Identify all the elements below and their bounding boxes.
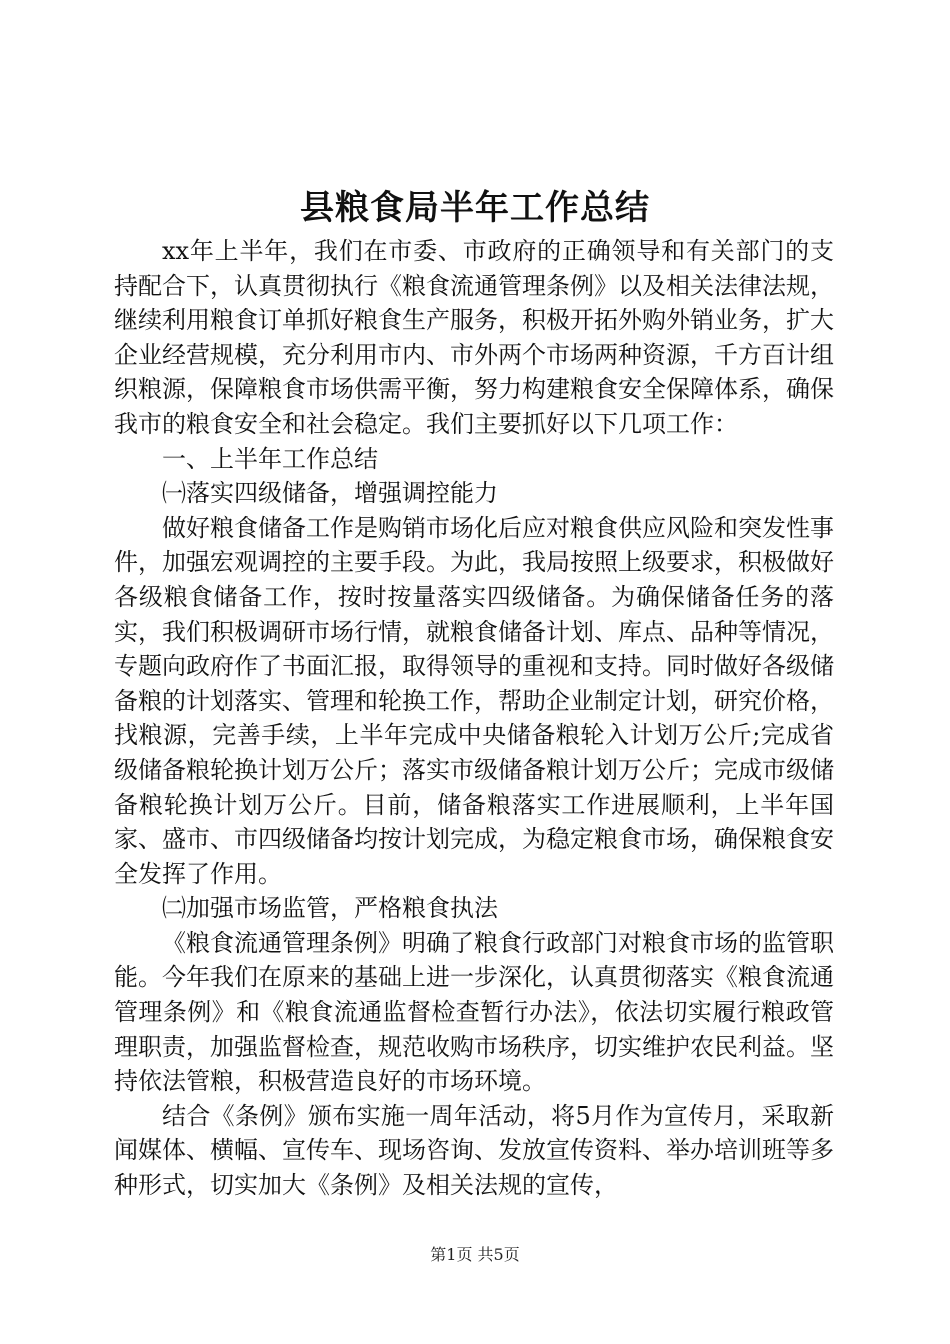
supervision-paragraph: 《粮食流通管理条例》明确了粮食行政部门对粮食市场的监管职能。今年我们在原来的基础上进一步深化，认真贯彻落实《粮食流通管理条例》和《粮食流通监督检查暂行办法》，依法切实履行粮政管理职责，加强监督检查，规范收购市场秩序，切实维护农民利益。坚持依法管粮，积极营造良好的市场环境。 bbox=[114, 928, 834, 1096]
section-heading-1: 一、上半年工作总结 bbox=[162, 444, 378, 473]
publicity-paragraph: 结合《条例》颁布实施一周年活动，将5月作为宣传月，采取新闻媒体、横幅、宣传车、现场咨询、发放宣传资料、举办培训班等多种形式，切实加大《条例》及相关法规的宣传， bbox=[114, 1101, 834, 1200]
reserve-paragraph: 做好粮食储备工作是购销市场化后应对粮食供应风险和突发性事件，加强宏观调控的主要手段。为此，我局按照上级要求，积极做好各级粮食储备工作，按时按量落实四级储备。为确保储备任务的落实，我们积极调研市场行情，就粮食储备计划、库点、品种等情况，专题向政府作了书面汇报，取得领导的重视和支持。同时做好各级储备粮的计划落实、管理和轮换工作，帮助企业制定计划，研究价格，找粮源，完善手续，上半年完成中央储备粮轮入计划万公斤;完成省级储备粮轮换计划万公斤；落实市级储备粮计划万公斤；完成市级储备粮轮换计划万公斤。目前，储备粮落实工作进展顺利，上半年国家、盛市、市四级储备均按计划完成，为稳定粮食市场，确保粮食安全发挥了作用。 bbox=[114, 513, 834, 888]
page-footer: 第1页 共5页 bbox=[430, 1245, 520, 1264]
document-title: 县粮食局半年工作总结 bbox=[300, 188, 650, 228]
intro-paragraph: xx年上半年，我们在市委、市政府的正确领导和有关部门的支持配合下，认真贯彻执行《粮食流通管理条例》以及相关法律法规，继续利用粮食订单抓好粮食生产服务，积极开拓外购外销业务，扩大企业经营规模，充分利用市内、市外两个市场两种资源，千方百计组织粮源，保障粮食市场供需平衡，努力构建粮食安全保障体系，确保我市的粮食安全和社会稳定。我们主要抓好以下几项工作： bbox=[114, 237, 834, 438]
subsection-heading-2: ㈡加强市场监管，严格粮食执法 bbox=[162, 894, 498, 923]
document-body bbox=[114, 234, 834, 1203]
subsection-heading-1: ㈠落实四级储备，增强调控能力 bbox=[162, 479, 498, 508]
